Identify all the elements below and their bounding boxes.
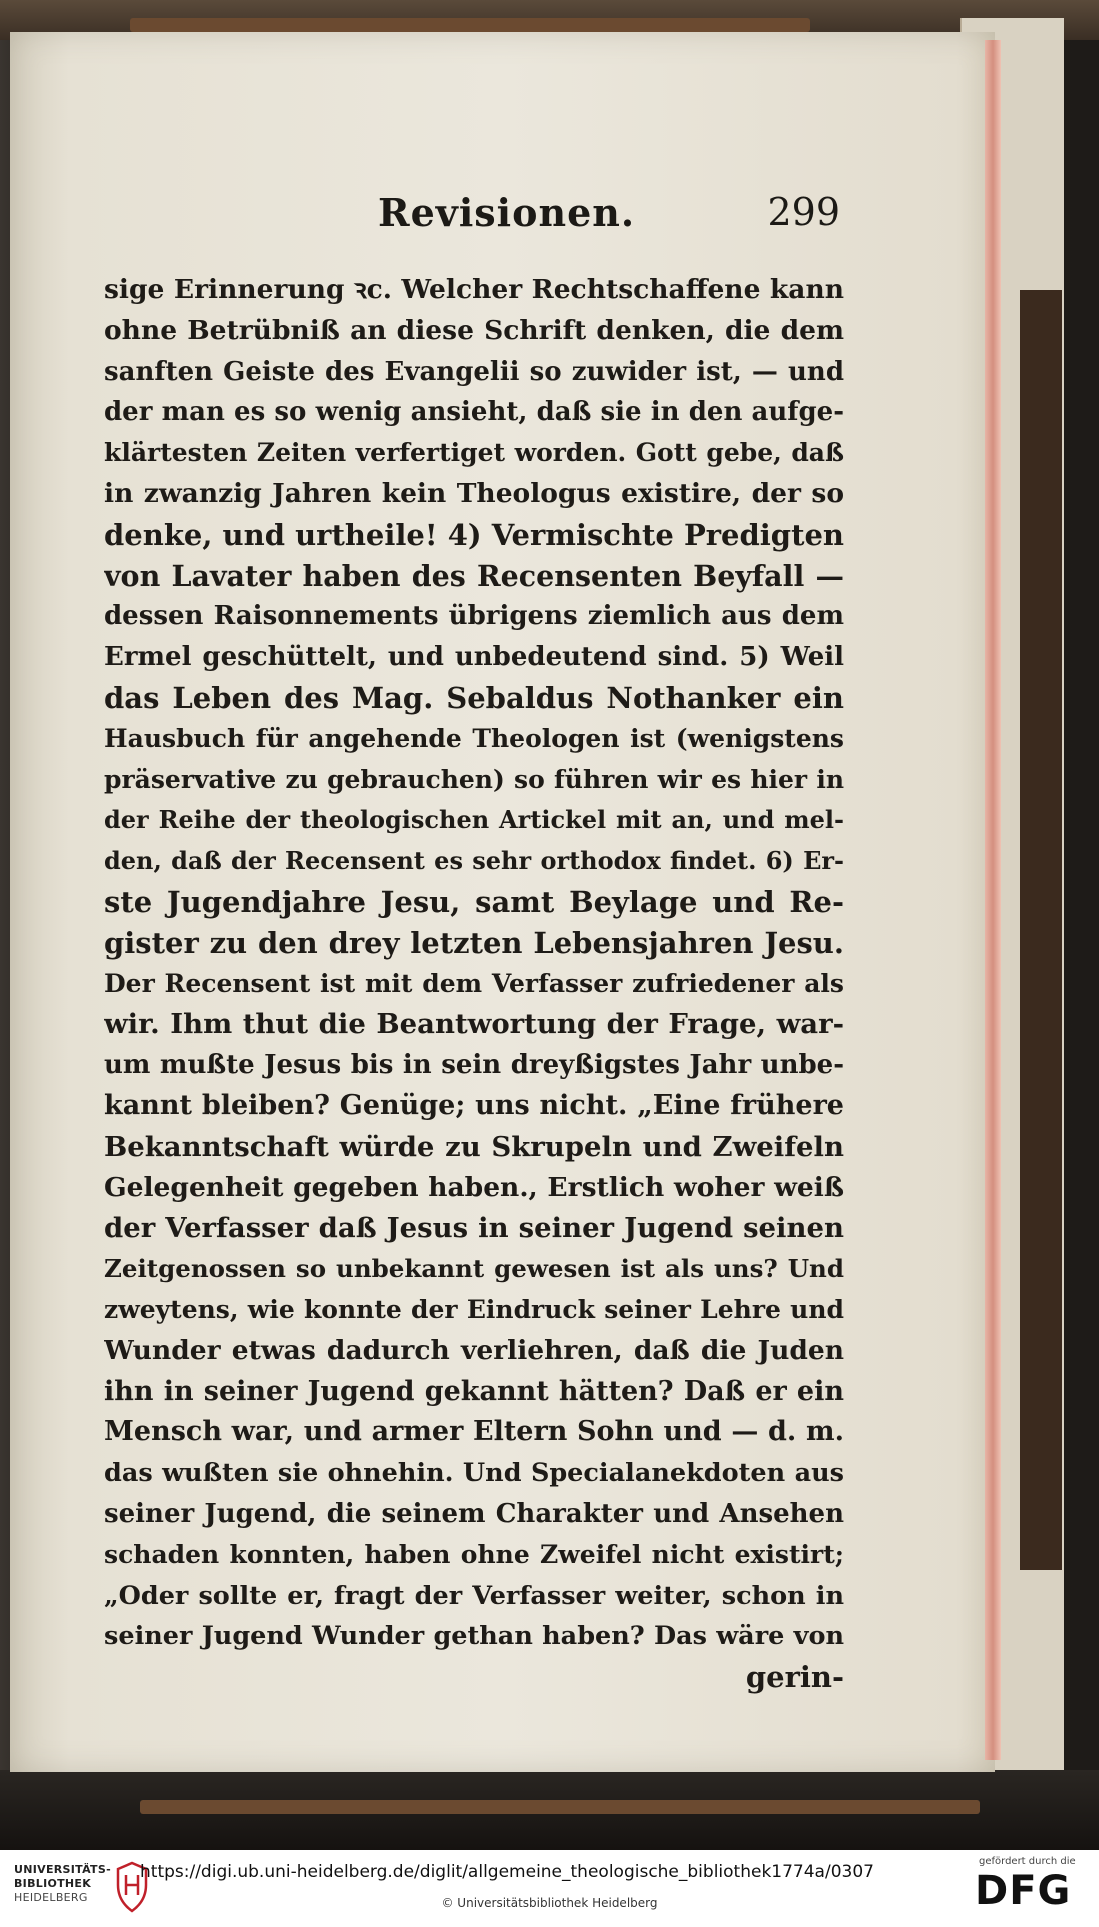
page-edge <box>985 40 1001 1760</box>
text-line: ste Jugendjahre Jesu, samt Beylage und Re- <box>104 884 844 919</box>
text-line: den, daß der Recensent es sehr orthodox findet. 6) Er- <box>104 846 844 876</box>
page-number: 299 <box>767 190 840 234</box>
dfg-logo: DFG <box>975 1868 1072 1914</box>
text-line: denke, und urtheile! 4) Vermischte Predigten <box>104 517 844 552</box>
text-line: von Lavater haben des Recensenten Beyfall — <box>104 558 844 593</box>
binding-bottom-strip <box>140 1800 980 1814</box>
text-line: seiner Jugend, die seinem Charakter und Ansehen <box>104 1498 844 1529</box>
text-line: wir. Ihm thut die Beantwortung der Frage, war- <box>104 1008 844 1041</box>
text-line: das Leben des Mag. Sebaldus Nothanker ein <box>104 680 844 715</box>
text-line: Wunder etwas dadurch verliehren, daß die Juden <box>104 1334 844 1366</box>
text-line: schaden konnten, haben ohne Zweifel nicht existirt; <box>104 1539 844 1569</box>
library-name-line-3: HEIDELBERG <box>14 1891 88 1904</box>
viewer-footer <box>0 1850 1099 1927</box>
text-line: Gelegenheit gegeben haben., Erstlich woher weiß <box>104 1171 844 1203</box>
text-line: sanften Geiste des Evangelii so zuwider ist, — und <box>104 356 844 387</box>
text-line: Mensch war, und armer Eltern Sohn und — d. m. <box>104 1416 844 1448</box>
library-name-line-2: BIBLIOTHEK <box>14 1877 92 1890</box>
text-line: „Oder sollte er, fragt der Verfasser weiter, schon in <box>104 1580 844 1611</box>
text-line: Der Recensent ist mit dem Verfasser zufriedener als <box>104 968 844 998</box>
library-logo[interactable] <box>14 1863 154 1919</box>
binding-top-strip <box>130 18 810 32</box>
text-line: ihn in seiner Jugend gekannt hätten? Daß er ein <box>104 1375 844 1407</box>
cover-board <box>1020 290 1062 1570</box>
funder-block[interactable] <box>975 1856 1085 1922</box>
text-line: kannt bleiben? Genüge; uns nicht. „Eine frühere <box>104 1089 844 1121</box>
text-line: ohne Betrübniß an diese Schrift denken, die dem <box>104 314 844 346</box>
text-line: seiner Jugend Wunder gethan haben? Das wäre von <box>104 1621 844 1652</box>
text-line: in zwanzig Jahren kein Theologus existire, der so <box>104 477 844 509</box>
text-line: Bekanntschaft würde zu Skrupeln und Zweifeln <box>104 1130 844 1163</box>
permalink-url[interactable]: https://digi.ub.uni-heidelberg.de/diglit/allgemeine_theologische_bibliothek1774a/0307 <box>140 1862 874 1882</box>
text-line: sige Erinnerung ꝛc. Welcher Rechtschaffene kann <box>104 274 844 305</box>
text-line: präservative zu gebrauchen) so führen wir es hier in <box>104 764 844 794</box>
text-line: der Verfasser daß Jesus in seiner Jugend seinen <box>104 1212 844 1245</box>
running-head <box>110 190 840 240</box>
funder-caption: gefördert durch die <box>979 1856 1076 1867</box>
catchword: gerin- <box>745 1660 844 1695</box>
text-line: das wußten sie ohnehin. Und Specialanekdoten aus <box>104 1458 844 1489</box>
running-head-title: Revisionen. <box>378 190 636 235</box>
text-line: dessen Raisonnements übrigens ziemlich aus dem <box>104 601 844 632</box>
text-line: klärtesten Zeiten verfertiget worden. Gott gebe, daß <box>104 438 844 468</box>
text-line: der Reihe der theologischen Artickel mit an, und mel- <box>104 805 844 835</box>
text-line: Zeitgenossen so unbekannt gewesen ist als uns? Und <box>104 1254 844 1284</box>
text-line: Hausbuch für angehende Theologen ist (wenigstens <box>104 723 844 753</box>
text-line: Ermel geschüttelt, und unbedeutend sind. 5) Weil <box>104 642 844 673</box>
body-text <box>104 270 844 1698</box>
library-name-line-1: UNIVERSITÄTS- <box>14 1863 111 1876</box>
text-line: um mußte Jesus bis in sein dreyßigstes Jahr unbe- <box>104 1050 844 1081</box>
text-line: gister zu den drey letzten Lebensjahren Jesu. <box>104 925 844 960</box>
paper-page <box>10 32 995 1772</box>
text-line: zweytens, wie konnte der Eindruck seiner Lehre und <box>104 1294 844 1324</box>
copyright-notice: © Universitätsbibliothek Heidelberg <box>441 1896 658 1910</box>
text-line: der man es so wenig ansieht, daß sie in den aufge- <box>104 397 844 428</box>
